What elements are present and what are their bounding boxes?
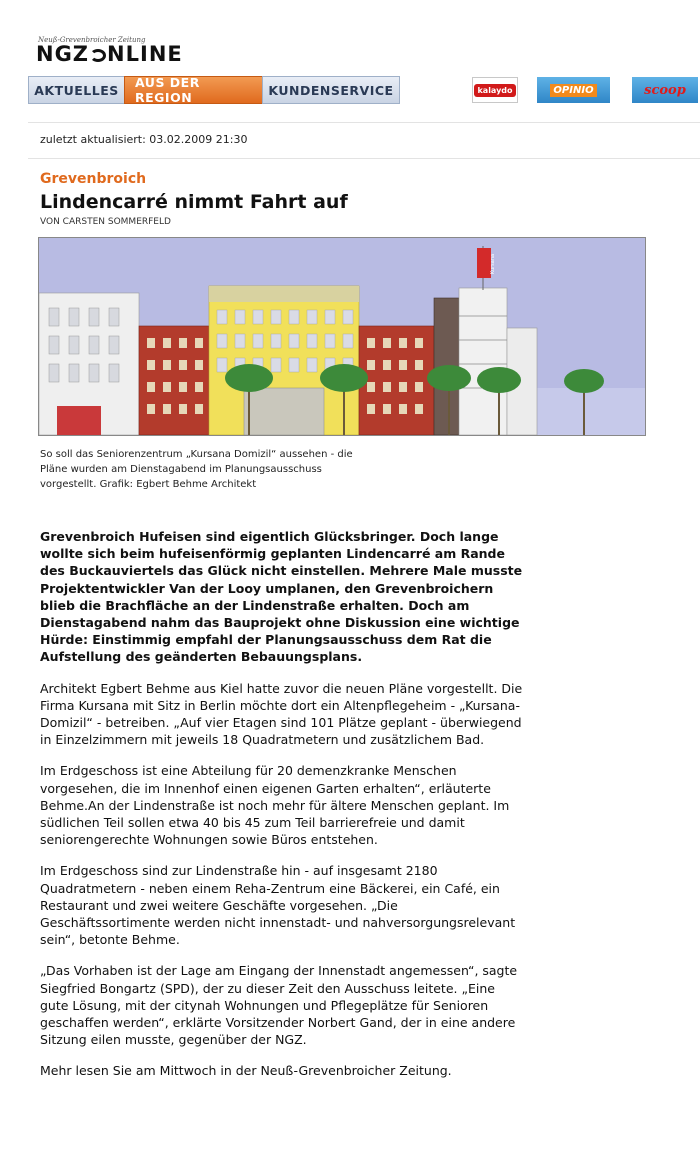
article-paragraph: Im Erdgeschoss ist eine Abteilung für 20 demenzkranke Menschen vorgesehen, die im Innenhof einen eigenen Garten erhalten“, erläuterte Behme.An der Lindenstraße ist noch mehr für ältere Menschen geplant. Im südlichen Teil sollen etwa 40 bis 45 zum Teil barrierefreie und damit seniorengerechte Wohnungen sowie Büros entstehen. [40, 763, 510, 848]
article-category[interactable]: Grevenbroich [40, 171, 147, 187]
tab-kundenservice[interactable]: KUNDENSERVICE [262, 76, 400, 104]
logo-text-right: NLINE [107, 42, 183, 66]
header-divider [28, 122, 700, 123]
article-headline: Lindencarré nimmt Fahrt auf [40, 191, 348, 213]
article-byline: VON CARSTEN SOMMERFELD [40, 217, 171, 227]
article-paragraph: Mehr lesen Sie am Mittwoch in der Neuß-Grevenbroicher Zeitung. [40, 1063, 452, 1079]
logo-text-left: NGZ [36, 42, 90, 66]
tab-aus-der-region[interactable]: AUS DER REGION [124, 76, 262, 104]
newspaper-name: Neuß-Grevenbroicher Zeitung [38, 36, 146, 44]
scoop-link[interactable] [632, 77, 698, 103]
kursana-sign: Kursana [490, 253, 496, 275]
main-navigation [28, 76, 400, 104]
scoop-logo: scoop [644, 82, 686, 98]
article-image [38, 237, 646, 436]
image-caption: So soll das Seniorenzentrum „Kursana Domizil“ aussehen - die Pläne wurden am Dienstagabend im Planungsausschuss vorgestellt. Grafik: Egbert Behme Architekt [40, 449, 353, 490]
site-logo[interactable] [36, 42, 183, 66]
opinio-link[interactable] [537, 77, 610, 103]
article-body [40, 528, 525, 1094]
article-paragraph: Architekt Egbert Behme aus Kiel hatte zuvor die neuen Pläne vorgestellt. Die Firma Kursana mit Sitz in Berlin möchte dort ein Altenpflegeheim - „Kursana-Domizil“ - betreiben. „Auf vier Etagen sind 101 Plätze geplant - überwiegend in Einzelzimmern mit jeweils 18 Quadratmetern und zusätzlichem Bad. [40, 680, 523, 748]
kalaydo-logo: kalaydo [474, 84, 515, 97]
opinio-logo: OPINIO [550, 84, 596, 97]
article-paragraph: Im Erdgeschoss sind zur Lindenstraße hin - auf insgesamt 2180 Quadratmetern - neben einem Reha-Zentrum eine Bäckerei, ein Café, ein Restaurant und zwei weitere Geschäfte vorgesehen. „Die Geschäftssortimente werden nicht innenstadt- und nahversorgungsrelevant sein“, betonte Behme. [40, 863, 516, 948]
kalaydo-link[interactable] [472, 77, 518, 103]
tab-aktuelles[interactable]: AKTUELLES [28, 76, 124, 104]
article-lead: Grevenbroich Hufeisen sind eigentlich Glücksbringer. Doch lange wollte sich beim hufeisenförmig geplanten Lindencarré am Rande des Buckauviertels das Glück nicht einstellen. Mehrere Male musste Projektentwickler Van der Looy umplanen, den Grevenbroichern blieb die Brachfläche an der Lindenstraße erhalten. Doch am Dienstagabend nahm das Bauprojekt ohne Diskussion eine wichtige Hürde: Einstimmig empfahl der Planungsausschuss dem Rat die Aufstellung des geänderten Bebauungsplans. [40, 529, 523, 665]
logo-arrow-icon [90, 49, 106, 62]
meta-divider [28, 158, 700, 159]
article-paragraph: „Das Vorhaben ist der Lage am Eingang der Innenstadt angemessen“, sagte Siegfried Bongartz (SPD), der zu dieser Zeit den Ausschuss leitete. „Eine gute Lösung, mit der citynah Wohnungen und Pflegeplätze für Senioren geschaffen werden“, erklärte Vorsitzender Norbert Gand, der in eine andere Sitzung eilen musste, gegenüber der NGZ. [40, 963, 518, 1048]
building-rendering [39, 238, 645, 435]
last-updated: zuletzt aktualisiert: 03.02.2009 21:30 [40, 133, 248, 146]
